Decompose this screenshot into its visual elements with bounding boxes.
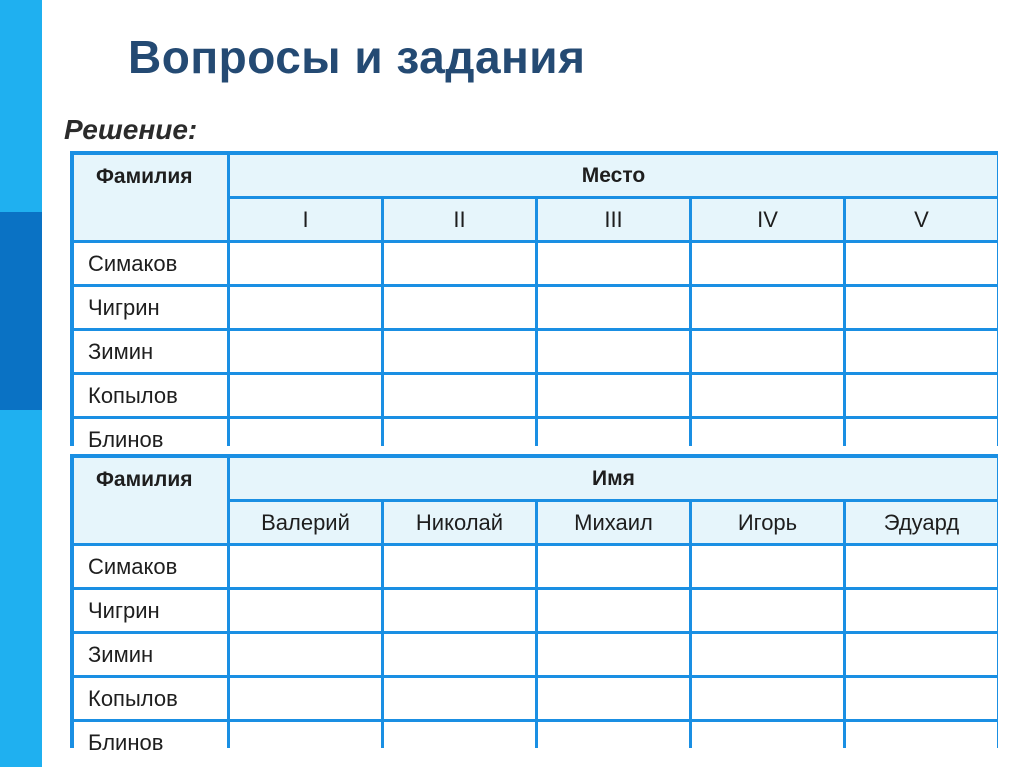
answer-cell (846, 546, 997, 587)
answer-cell (692, 634, 843, 675)
place-column-header: II (384, 199, 535, 240)
place-column-header: III (538, 199, 689, 240)
answer-cell (692, 243, 843, 284)
place-column-header: V (846, 199, 997, 240)
answer-cell (846, 331, 997, 372)
place-column-header: I (230, 199, 381, 240)
place-table (70, 151, 998, 452)
surname-cell: Чигрин (74, 590, 227, 631)
slide-title: Вопросы и задания (128, 31, 586, 83)
accent-bar-dark (0, 212, 42, 410)
answer-cell (230, 634, 381, 675)
answer-cell (538, 634, 689, 675)
answer-cell (230, 722, 381, 763)
surname-cell: Зимин (74, 331, 227, 372)
answer-cell (384, 375, 535, 416)
answer-cell (692, 678, 843, 719)
answer-cell (230, 546, 381, 587)
first-name-group-header: Имя (230, 458, 997, 499)
answer-cell (692, 546, 843, 587)
answer-cell (230, 590, 381, 631)
first-name-column-header: Николай (384, 502, 535, 543)
surname-cell: Симаков (74, 546, 227, 587)
first-name-column-header: Эдуард (846, 502, 997, 543)
surname-cell: Блинов (74, 722, 227, 763)
answer-cell (230, 331, 381, 372)
first-name-column-header: Михаил (538, 502, 689, 543)
answer-cell (384, 287, 535, 328)
place-group-header: Место (230, 155, 997, 196)
first-name-column-header: Игорь (692, 502, 843, 543)
answer-cell (384, 678, 535, 719)
name-table (70, 454, 998, 755)
answer-cell (384, 634, 535, 675)
answer-cell (692, 590, 843, 631)
answer-cell (384, 243, 535, 284)
answer-cell (384, 331, 535, 372)
answer-cell (846, 590, 997, 631)
answer-cell (538, 722, 689, 763)
surname-cell: Копылов (74, 678, 227, 719)
answer-cell (846, 678, 997, 719)
answer-cell (846, 287, 997, 328)
answer-cell (692, 375, 843, 416)
answer-cell (230, 678, 381, 719)
answer-cell (538, 331, 689, 372)
surname-cell: Чигрин (74, 287, 227, 328)
answer-cell (538, 590, 689, 631)
answer-cell (846, 243, 997, 284)
solution-label: Решение: (64, 114, 198, 145)
answer-cell (384, 722, 535, 763)
answer-cell (384, 546, 535, 587)
surname-cell: Симаков (74, 243, 227, 284)
answer-cell (692, 331, 843, 372)
answer-cell (846, 722, 997, 763)
surname-cell: Блинов (74, 419, 227, 460)
surname-cell: Зимин (74, 634, 227, 675)
surname-cell: Копылов (74, 375, 227, 416)
first-name-column-header: Валерий (230, 502, 381, 543)
place-column-header: IV (692, 199, 843, 240)
answer-cell (230, 243, 381, 284)
surname-header: Фамилия (74, 458, 227, 543)
answer-cell (230, 375, 381, 416)
answer-cell (692, 287, 843, 328)
answer-cell (846, 634, 997, 675)
answer-cell (538, 375, 689, 416)
answer-cell (538, 287, 689, 328)
answer-cell (692, 722, 843, 763)
answer-cell (384, 590, 535, 631)
answer-cell (846, 375, 997, 416)
answer-cell (538, 678, 689, 719)
answer-cell (538, 546, 689, 587)
answer-cell (230, 287, 381, 328)
answer-cell (538, 243, 689, 284)
surname-header: Фамилия (74, 155, 227, 240)
